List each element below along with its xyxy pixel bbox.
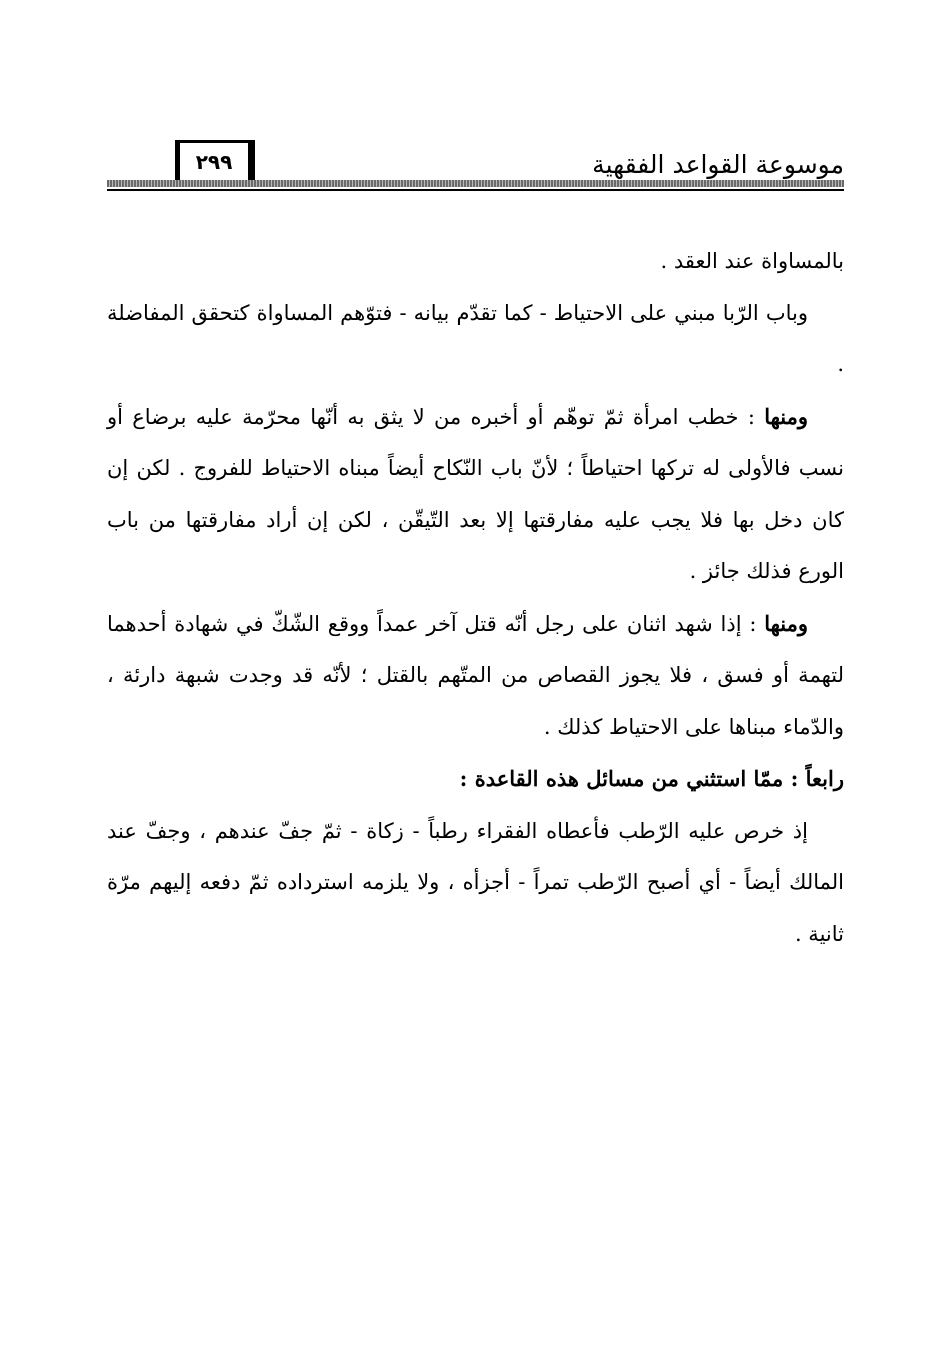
paragraph-testimony-example	[107, 598, 844, 754]
paragraph-text: : إذا شهد اثنان على رجل أنّه قتل آخر عمداً ووقع الشّكّ في شهادة أحدهما لتهمة أو فسق ، فلا يجوز القصاص من المتّهم بالقتل ؛ لأنّه قد وجدت شبهة دارئة ، والدّماء مبناها على الاحتياط كذلك .	[107, 611, 844, 739]
paragraph-lead: ومنها	[764, 610, 808, 636]
paragraph-text: إذ خرص عليه الرّطب فأعطاه الفقراء رطباً - زكاة - ثمّ جفّ عندهم ، وجفّ عند المالك أيضاً - أي أصبح الرّطب تمراً - أجزأه ، ولا يلزمه استرداده ثمّ دفعه إليهم مرّة ثانية .	[107, 818, 844, 946]
paragraph-riba	[107, 288, 844, 391]
header-shaded-rule	[107, 180, 844, 187]
page-header	[107, 138, 844, 198]
paragraph-marriage-example	[107, 391, 844, 598]
header-rule	[107, 189, 844, 191]
body-text	[107, 236, 844, 960]
paragraph-dates-example	[107, 806, 844, 961]
paragraph-text: بالمساواة عند العقد .	[660, 249, 844, 273]
book-title: موسوعة القواعد الفقهية	[592, 150, 844, 179]
section-heading	[107, 753, 844, 806]
section-heading-text: رابعاً : ممّا استثني من مسائل هذه القاعدة :	[459, 766, 844, 791]
page-number: ٢٩٩	[175, 140, 255, 184]
paragraph-lead: ومنها	[764, 403, 808, 429]
paragraph-text: وباب الرّبا مبني على الاحتياط - كما تقدّم بيانه - فتوّهم المساواة كتحقق المفاضلة .	[107, 300, 844, 376]
paragraph-text: : خطب امرأة ثمّ توهّم أو أخبره من لا يثق به أنّها محرّمة عليه برضاع أو نسب فالأولى له تركها احتياطاً ؛ لأنّ باب النّكاح أيضاً مبناه الاحتياط للفروج . لكن إن كان دخل بها فلا يجب عليه مفارقتها إلا بعد التّيقّن ، لكن إن أراد مفارقتها من باب الورع فذلك جائز .	[107, 404, 844, 583]
paragraph-continuation	[107, 236, 844, 288]
